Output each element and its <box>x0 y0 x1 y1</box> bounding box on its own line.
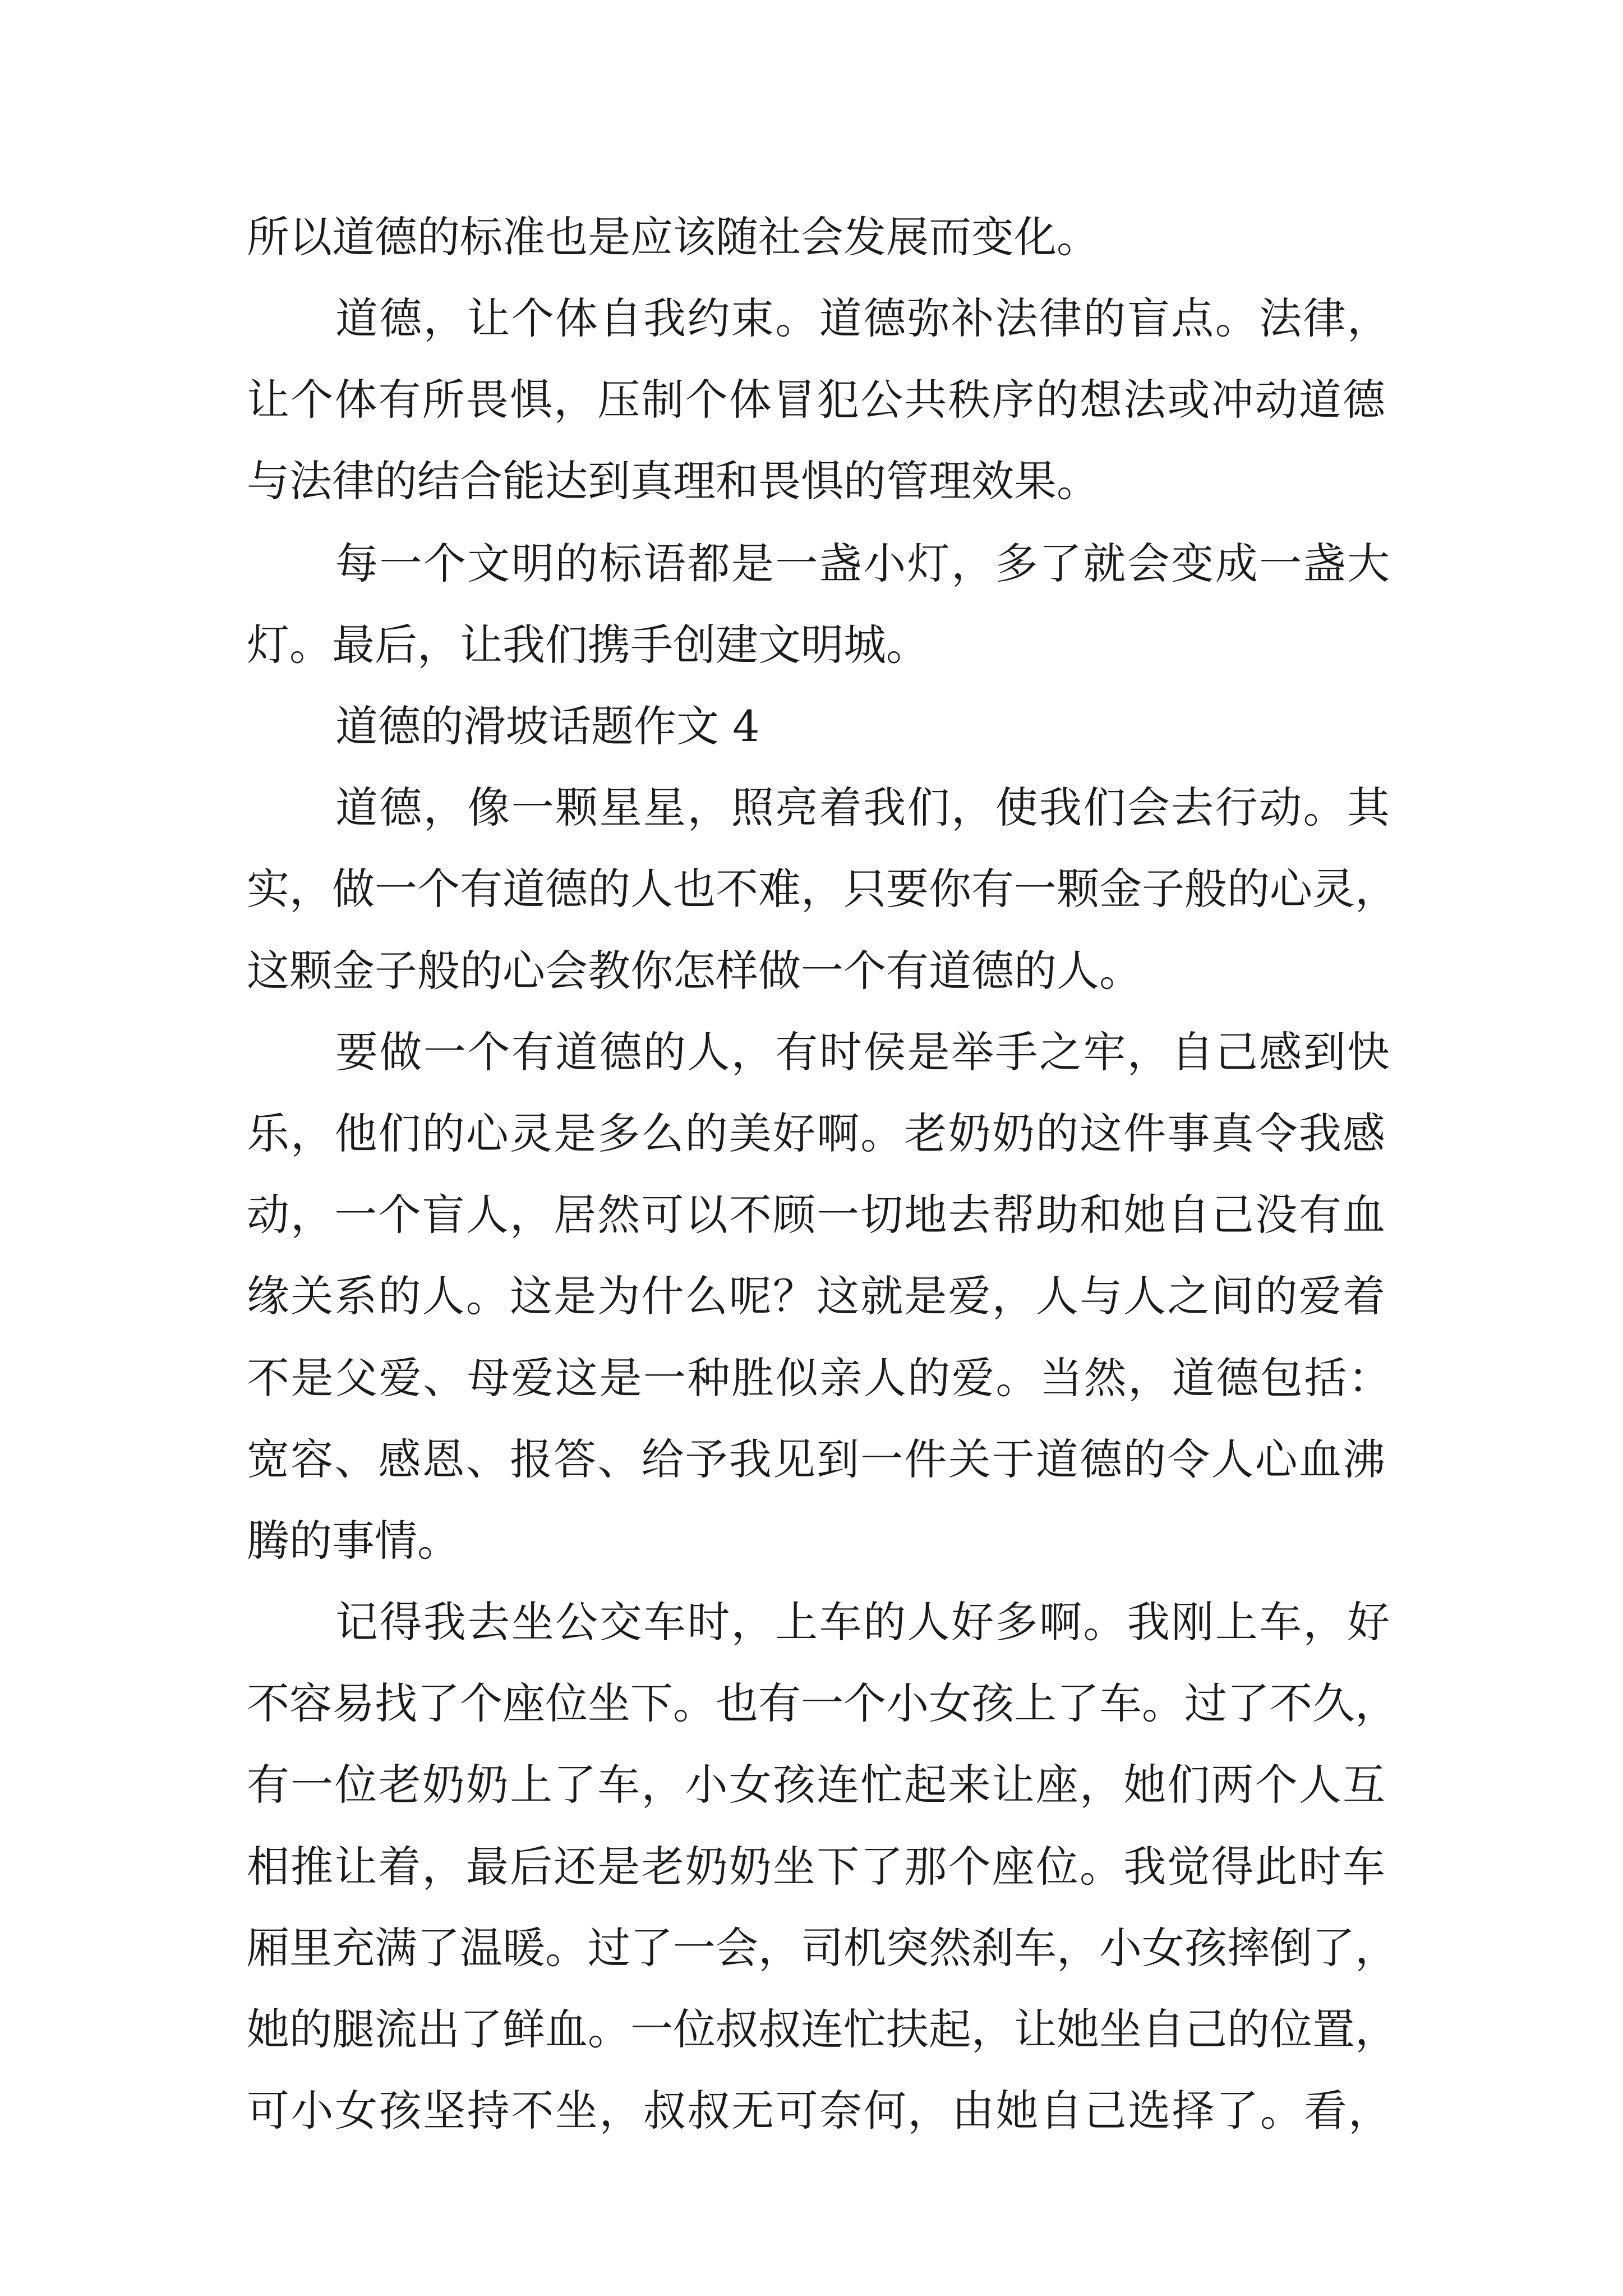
text-line-content: 可小女孩坚持不坐，叔叔无可奈何，由她自己选择了。看， <box>247 2086 1391 2136</box>
text-line <box>0 1917 1623 1979</box>
text-line <box>0 1754 1623 1816</box>
section-heading <box>0 696 1623 757</box>
text-line <box>0 1103 1623 1165</box>
text-line-content: 不是父爱、母爱这是一种胜似亲人的爱。当然，道德包括： <box>247 1353 1391 1403</box>
text-line <box>0 777 1623 839</box>
text-line <box>0 614 1623 676</box>
text-line <box>0 450 1623 512</box>
text-line <box>0 206 1623 268</box>
text-line-content: 厢里充满了温暖。过了一会，司机突然刹车，小女孩摔倒了， <box>247 1923 1398 1973</box>
text-line-content: 所以道德的标准也是应该随社会发展而变化。 <box>247 212 1099 262</box>
text-line <box>0 1999 1623 2060</box>
text-line <box>0 1673 1623 1734</box>
text-line <box>0 1022 1623 1083</box>
text-line <box>0 940 1623 1002</box>
text-line-content: 实，做一个有道德的人也不难，只要你有一颗金子般的心灵， <box>247 864 1398 914</box>
text-line-content: 相推让着，最后还是老奶奶坐下了那个座位。我觉得此时车 <box>247 1842 1385 1892</box>
text-line-content: 让个体有所畏惧，压制个体冒犯公共秩序的想法或冲动道德 <box>247 375 1385 425</box>
text-line-content: 每一个文明的标语都是一盏小灯，多了就会变成一盏大 <box>335 539 1390 588</box>
section-heading-text: 道德的滑坡话题作文 4 <box>335 701 760 751</box>
text-line-content: 要做一个有道德的人，有时侯是举手之牢，自己感到快 <box>335 1027 1390 1077</box>
text-line-content: 不容易找了个座位坐下。也有一个小女孩上了车。过了不久， <box>247 1678 1398 1728</box>
text-line-content: 灯。最后，让我们携手创建文明城。 <box>247 620 929 670</box>
text-line <box>0 1184 1623 1246</box>
text-line-content: 道德，像一颗星星，照亮着我们，使我们会去行动。其 <box>335 783 1390 832</box>
text-line-content: 腾的事情。 <box>247 1516 460 1566</box>
text-line <box>0 1591 1623 1653</box>
text-line-content: 乐，他们的心灵是多么的美好啊。老奶奶的这件事真令我感 <box>247 1108 1385 1158</box>
text-line-content: 记得我去坐公交车时，上车的人好多啊。我刚上车，好 <box>335 1597 1390 1647</box>
text-line-content: 与法律的结合能达到真理和畏惧的管理效果。 <box>247 456 1099 506</box>
text-line-content: 道德，让个体自我约束。道德弥补法律的盲点。法律， <box>335 293 1390 343</box>
text-line <box>0 1836 1623 1898</box>
text-line <box>0 2080 1623 2142</box>
text-line <box>0 1266 1623 1327</box>
text-line <box>0 369 1623 431</box>
text-line <box>0 1429 1623 1490</box>
text-line-content: 宽容、感恩、报答、给予我见到一件关于道德的令人心血沸 <box>247 1434 1385 1484</box>
text-line-content: 这颗金子般的心会教你怎样做一个有道德的人。 <box>247 946 1142 996</box>
text-line <box>0 1510 1623 1572</box>
text-line <box>0 858 1623 920</box>
text-line <box>0 1347 1623 1409</box>
text-line-content: 有一位老奶奶上了车，小女孩连忙起来让座，她们两个人互 <box>247 1760 1385 1810</box>
text-line <box>0 533 1623 595</box>
text-line-content: 缘关系的人。这是为什么呢？这就是爱，人与人之间的爱着 <box>247 1271 1385 1321</box>
text-line-content: 动，一个盲人，居然可以不顾一切地去帮助和她自己没有血 <box>247 1190 1385 1240</box>
text-line-content: 她的腿流出了鲜血。一位叔叔连忙扶起，让她坐自己的位置， <box>247 2004 1398 2054</box>
text-line <box>0 288 1623 349</box>
